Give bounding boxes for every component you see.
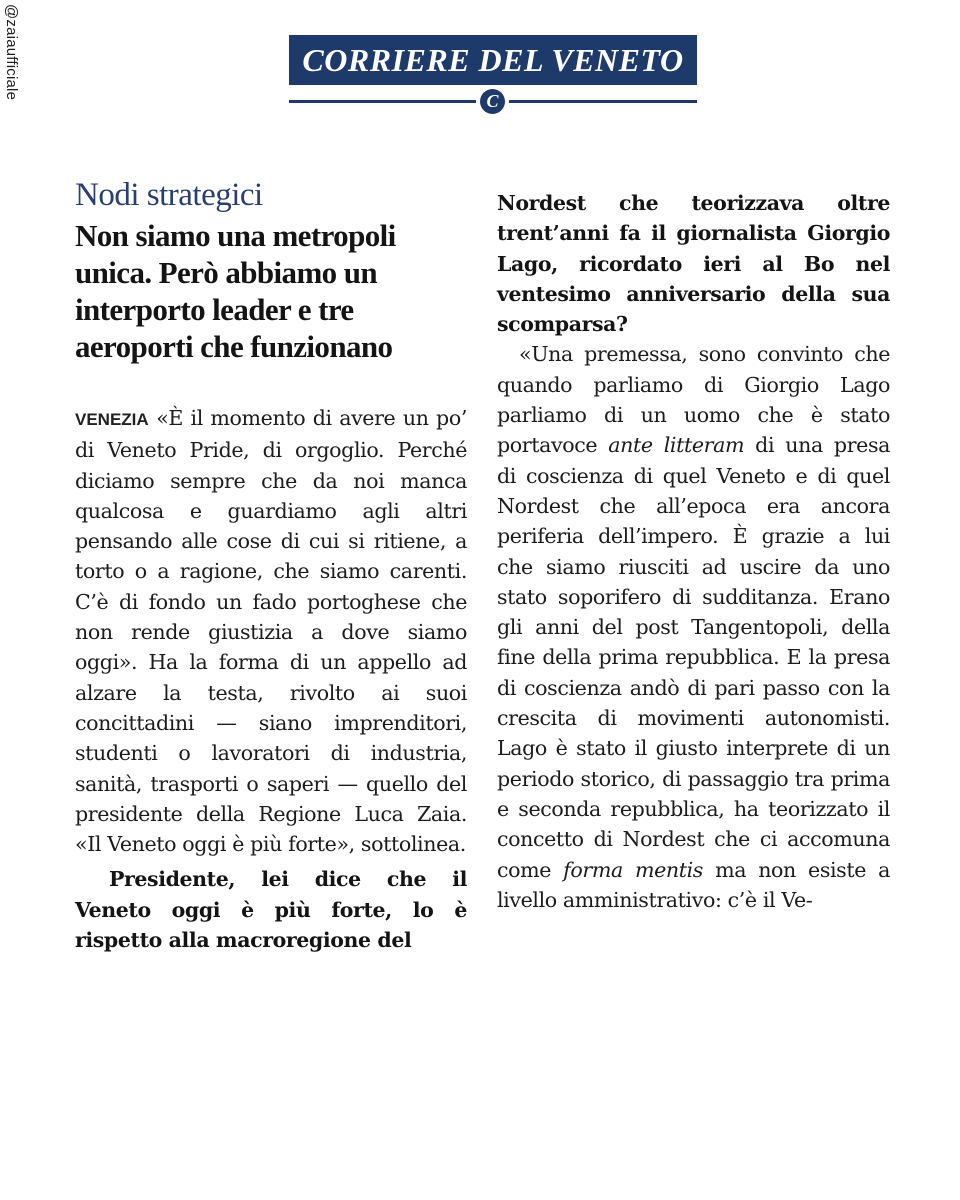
newspaper-logo-icon: C	[480, 89, 505, 114]
interview-question-part-1: Presidente, lei dice che il Veneto oggi è più forte, lo è rispetto alla macroregione del	[75, 867, 467, 953]
article-kicker: Nodi strategici	[75, 177, 263, 213]
interview-answer	[497, 339, 890, 915]
interview-question-part-2: Nordest che teorizzava oltre trent’anni fa il giornalista Giorgio Lago, ricordato ieri al Bo nel ventesimo anniversario della sua scomparsa?	[497, 191, 890, 337]
lead-text: «È il momento di avere un po’ di Veneto Pride, di orgoglio. Perché diciamo sempre che da noi manca qualcosa e guardiamo agli altri pensando alle cose di cui si ritiene, a torto o a ragione, che siamo carenti. C’è di fondo un fado portoghese che non rende giustizia a dove siamo oggi». Ha la forma di un appello ad alzare la testa, rivolto ai suoi concittadini — siano imprenditori, studenti o lavoratori di industria, sanità, trasporti o saperi — quello del presidente della Regione Luca Zaia. «Il Veneto oggi è più forte», sottolinea.	[75, 406, 467, 857]
masthead-rule-right	[509, 100, 697, 103]
newspaper-title: CORRIERE DEL VENETO	[302, 41, 684, 78]
answer-italic-forma-mentis: forma mentis	[563, 857, 703, 882]
article-column-left	[75, 175, 467, 955]
article-headline: Non siamo una metropoli unica. Però abbiamo un interporto leader e tre aeroporti che funzionano	[75, 218, 396, 364]
dateline-place: VENEZIA	[75, 410, 149, 429]
masthead-rule-left	[289, 100, 476, 103]
answer-text-b: di una presa di coscienza di quel Veneto e di quel Nordest che all’epoca era ancora periferia dell’impero. È grazie a lui che siamo riusciti ad uscire da uno stato soporifero di sudditanza. Erano gli anni del post Tangentopoli, della fine della prima repubblica. E la presa di coscienza andò di pari passo con la crescita di movimenti autonomisti. Lago è stato il giusto interprete di un periodo storico, di passaggio tra prima e seconda repubblica, ha teorizzato il concetto di Nordest che ci accomuna come	[497, 433, 890, 882]
answer-italic-latin: ante litteram	[608, 433, 745, 458]
article-column-right	[497, 188, 890, 915]
masthead-banner	[289, 35, 697, 85]
watermark-handle: @zaiaufficiale	[3, 4, 20, 101]
article-lead-paragraph	[75, 403, 467, 859]
answer-text-a: «Una premessa, sono convinto che quando parliamo di Giorgio Lago parliamo di un uomo che è stato portavoce	[497, 342, 890, 458]
answer-text-c: ma non esiste a livello amministrativo: c’è il Ve-	[497, 857, 891, 912]
